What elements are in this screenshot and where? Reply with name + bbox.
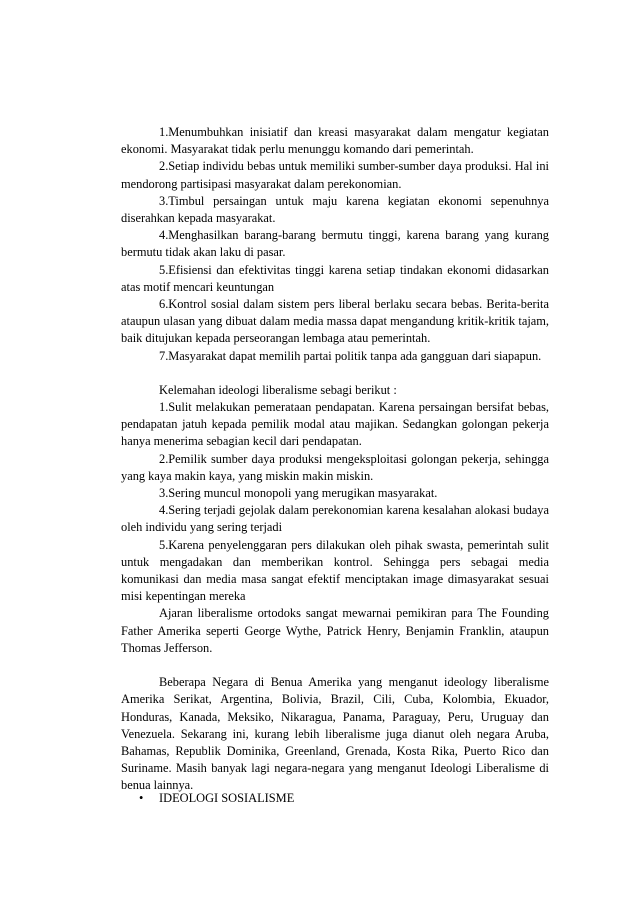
weakness-heading: Kelemahan ideologi liberalisme sebagi berikut :: [159, 382, 397, 397]
section-heading-sosialisme: [139, 790, 294, 807]
weakness-item-1: 1.Sulit melakukan pemerataan pendapatan. Karena persaingan bersifat bebas, pendapatan jatuh kepada pemilik modal atau majikan. Sedangkan golongan pekerja hanya menerima sebagian kecil dari pendapatan.: [121, 400, 549, 449]
paragraph-spacer: [121, 657, 549, 674]
advantage-item-4: 4.Menghasilkan barang-barang bermutu tinggi, karena barang yang kurang bermutu tidak akan laku di pasar.: [121, 228, 549, 260]
advantage-item-2: 2.Setiap individu bebas untuk memiliki sumber-sumber daya produksi. Hal ini mendorong partisipasi masyarakat dalam perekonomian.: [121, 159, 549, 191]
advantage-item-6: 6.Kontrol sosial dalam sistem pers liberal berlaku secara bebas. Berita-berita ataupun ulasan yang dibuat dalam media massa dapat mengandung kritik-kritik tajam, baik ditujukan kepada perseorangan lembaga atau pemerintah.: [121, 297, 549, 346]
weakness-item-5: 5.Karena penyelenggaran pers dilakukan oleh pihak swasta, pemerintah sulit untuk mengadakan dan memberikan kontrol. Sehingga pers sebagai media komunikasi dan media masa sangat efektif menciptakan image dimasyarakat sesuai misi kepentingan mereka: [121, 537, 549, 604]
weakness-item-3: 3.Sering muncul monopoli yang merugikan masyarakat.: [159, 486, 438, 501]
section-heading-text: IDEOLOGI SOSIALISME: [159, 791, 295, 805]
weakness-item-4: 4.Sering terjadi gejolak dalam perekonomian karena kesalahan alokasi budaya oleh individu yang sering terjadi: [121, 503, 549, 535]
ortodoks-paragraph: Ajaran liberalisme ortodoks sangat mewarnai pemikiran para The Founding Father Amerika seperti George Wythe, Patrick Henry, Benjamin Franklin, ataupun Thomas Jefferson.: [121, 606, 549, 655]
advantage-item-7: 7.Masyarakat dapat memilih partai politik tanpa ada gangguan dari siapapun.: [159, 348, 542, 363]
advantage-item-1: 1.Menumbuhkan inisiatif dan kreasi masyarakat dalam mengatur kegiatan ekonomi. Masyarakat tidak perlu menunggu komando dari pemerintah.: [121, 125, 549, 157]
advantage-item-5: 5.Efisiensi dan efektivitas tinggi karena setiap tindakan ekonomi didasarkan atas motif mencari keuntungan: [121, 262, 549, 294]
advantage-item-3: 3.Timbul persaingan untuk maju karena kegiatan ekonomi sepenuhnya diserahkan kepada masyarakat.: [121, 193, 549, 226]
bullet-icon: •: [139, 791, 144, 805]
weakness-item-2: 2.Pemilik sumber daya produksi mengeksploitasi golongan pekerja, sehingga yang kaya makin kaya, yang miskin makin miskin.: [121, 451, 549, 483]
paragraph-spacer: [121, 365, 549, 382]
document-body: [121, 124, 549, 795]
countries-paragraph: Beberapa Negara di Benua Amerika yang menganut ideology liberalisme Amerika Serikat, Argentina, Bolivia, Brazil, Cili, Cuba, Kolombia, Ekuador, Honduras, Kanada, Meksiko, Nikaragua, Panama, Paraguay, Peru, Uruguay dan Venezuela. Sekarang ini, kurang lebih liberalisme juga dianut oleh negara Aruba, Bahamas, Republik Dominika, Greenland, Grenada, Kosta Rika, Puerto Rico dan Suriname. Masih banyak lagi negara-negara yang menganut Ideologi Liberalisme di benua lainnya.: [121, 675, 549, 793]
